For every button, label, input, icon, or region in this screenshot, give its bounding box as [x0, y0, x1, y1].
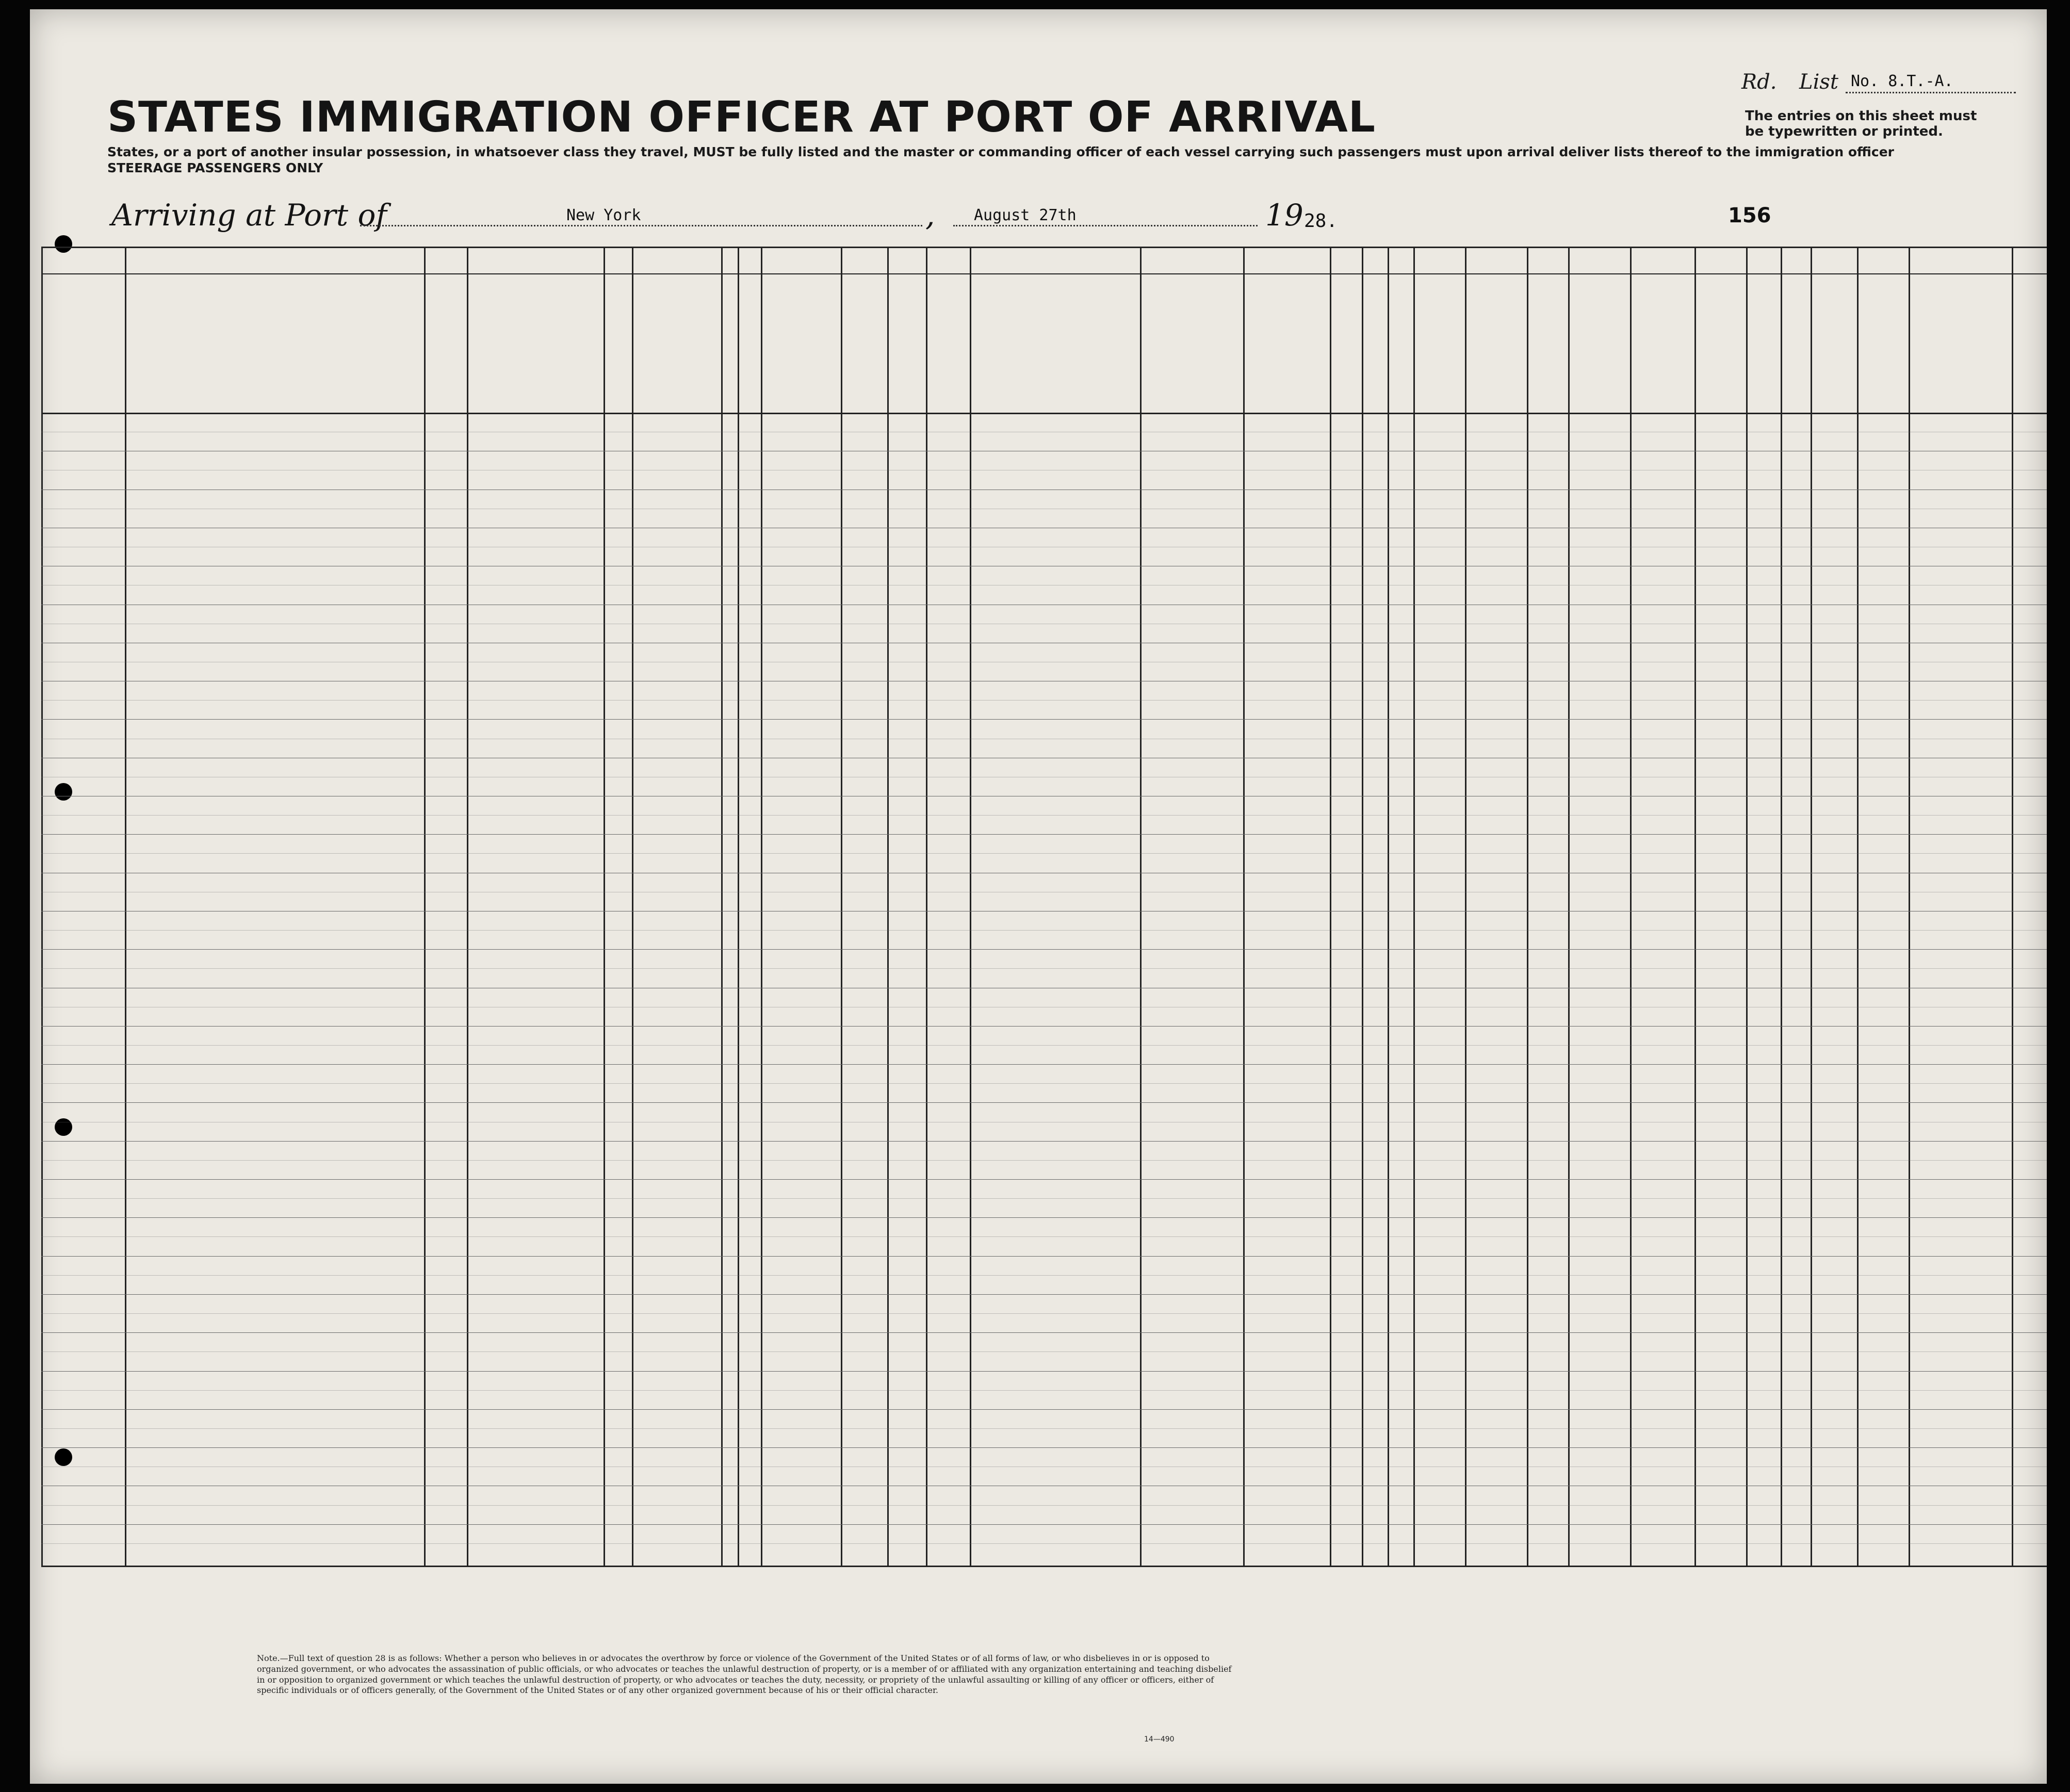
row-subrule: [41, 1160, 2047, 1161]
row-rule: [41, 1064, 2047, 1065]
row-subrule: [41, 1198, 2047, 1199]
form-title: STATES IMMIGRATION OFFICER AT PORT OF ARRIVAL: [107, 93, 1376, 142]
row-rule: [41, 834, 2047, 835]
column-rule: [1465, 247, 1466, 1566]
punch-hole: [55, 783, 72, 801]
column-rule: [1857, 247, 1859, 1566]
rd-label: Rd.: [1741, 70, 1777, 94]
row-rule: [41, 1102, 2047, 1103]
row-rule: [41, 1294, 2047, 1295]
column-rule: [1330, 247, 1331, 1566]
row-rule: [41, 1409, 2047, 1410]
column-rule: [970, 247, 971, 1566]
date-value: August 27th: [974, 206, 1077, 224]
column-rule: [604, 247, 605, 1566]
list-label: List: [1799, 70, 1838, 94]
row-rule: [41, 1256, 2047, 1257]
row-rule: [41, 719, 2047, 720]
form-code: 14—490: [1144, 1735, 1175, 1744]
column-rule: [1243, 247, 1245, 1566]
column-rule: [1746, 247, 1748, 1566]
column-rule: [926, 247, 927, 1566]
row-subrule: [41, 1045, 2047, 1046]
row-rule: [41, 1141, 2047, 1142]
column-rule: [125, 247, 126, 1566]
sheet-number: 156: [1728, 204, 1771, 227]
row-rule: [41, 1217, 2047, 1218]
column-rule: [1568, 247, 1570, 1566]
year-prefix: 19: [1265, 198, 1303, 233]
list-number: No. 8.T.-A.: [1851, 72, 1953, 90]
manifest-sheet: [30, 9, 2047, 1784]
row-rule: [41, 1332, 2047, 1333]
row-rule: [41, 1524, 2047, 1525]
row-subrule: [41, 1236, 2047, 1237]
row-subrule: [41, 1428, 2047, 1429]
footnote: Note.—Full text of question 28 is as follows: Whether a person who believes in or advocates the overthrow by force or violence of the Government of the United States or of all forms of law, or who disbelieves in or is opposed to organized government, or who advocates the assassination of public officials, or who advocates or teaches the unlawful destruction of property, or is a member of or affiliated with any organization entertaining and teaching disbelief in or opposition to organized government or which teaches the unlawful destruction of property, or who advocates or teaches the duty, necessity, or propriety of the unlawful assaulting or killing of any officer or officers, either of specific individuals or of officers generally, of the Government of the United States or of any other organized government because of his or their official character.: [257, 1653, 1232, 1696]
column-rule: [1909, 247, 1910, 1566]
column-rule: [1362, 247, 1363, 1566]
row-subrule: [41, 968, 2047, 969]
column-rule: [1140, 247, 1142, 1566]
column-rule: [1413, 247, 1415, 1566]
comma-sep: ,: [925, 198, 935, 233]
column-rule: [721, 247, 723, 1566]
column-rule: [467, 247, 468, 1566]
row-subrule: [41, 1083, 2047, 1084]
row-subrule: [41, 1275, 2047, 1276]
row-rule: [41, 1179, 2047, 1180]
arriving-label: Arriving at Port of: [111, 198, 387, 233]
column-rule: [1781, 247, 1782, 1566]
row-subrule: [41, 1543, 2047, 1544]
column-rule: [887, 247, 889, 1566]
column-rule: [761, 247, 762, 1566]
entries-note-2: be typewritten or printed.: [1745, 124, 1943, 139]
row-subrule: [41, 930, 2047, 931]
steerage-label: STEERAGE PASSENGERS ONLY: [107, 160, 323, 175]
punch-hole: [55, 1118, 72, 1136]
port-value: New York: [566, 206, 641, 224]
column-rule: [632, 247, 633, 1566]
column-rule: [1388, 247, 1389, 1566]
row-rule: [41, 1447, 2047, 1448]
row-subrule: [41, 853, 2047, 854]
punch-hole: [55, 235, 72, 253]
row-rule: [41, 1371, 2047, 1372]
row-rule: [41, 1026, 2047, 1027]
column-rule: [1694, 247, 1696, 1566]
column-rule: [424, 247, 426, 1566]
row-subrule: [41, 1390, 2047, 1391]
row-subrule: [41, 1351, 2047, 1352]
row-rule: [41, 949, 2047, 950]
row-subrule: [41, 815, 2047, 816]
column-rule: [738, 247, 739, 1566]
header-instructions: States, or a port of another insular possession, in whatsoever class they travel, MUST be fully listed and the master or commanding officer of each vessel carrying such passengers must upon arrival deliver lists thereof to the immigration officer: [107, 144, 1895, 159]
year-value: 28.: [1304, 210, 1338, 232]
punch-hole: [55, 1448, 72, 1466]
column-rule: [1630, 247, 1632, 1566]
column-rule: [1811, 247, 1812, 1566]
row-subrule: [41, 1313, 2047, 1314]
table-rule: [41, 1566, 2047, 1567]
column-rule: [41, 247, 43, 1566]
entries-note-1: The entries on this sheet must: [1745, 108, 1977, 124]
column-rule: [1527, 247, 1528, 1566]
row-subrule: [41, 1505, 2047, 1506]
column-rule: [2012, 247, 2013, 1566]
column-rule: [841, 247, 842, 1566]
